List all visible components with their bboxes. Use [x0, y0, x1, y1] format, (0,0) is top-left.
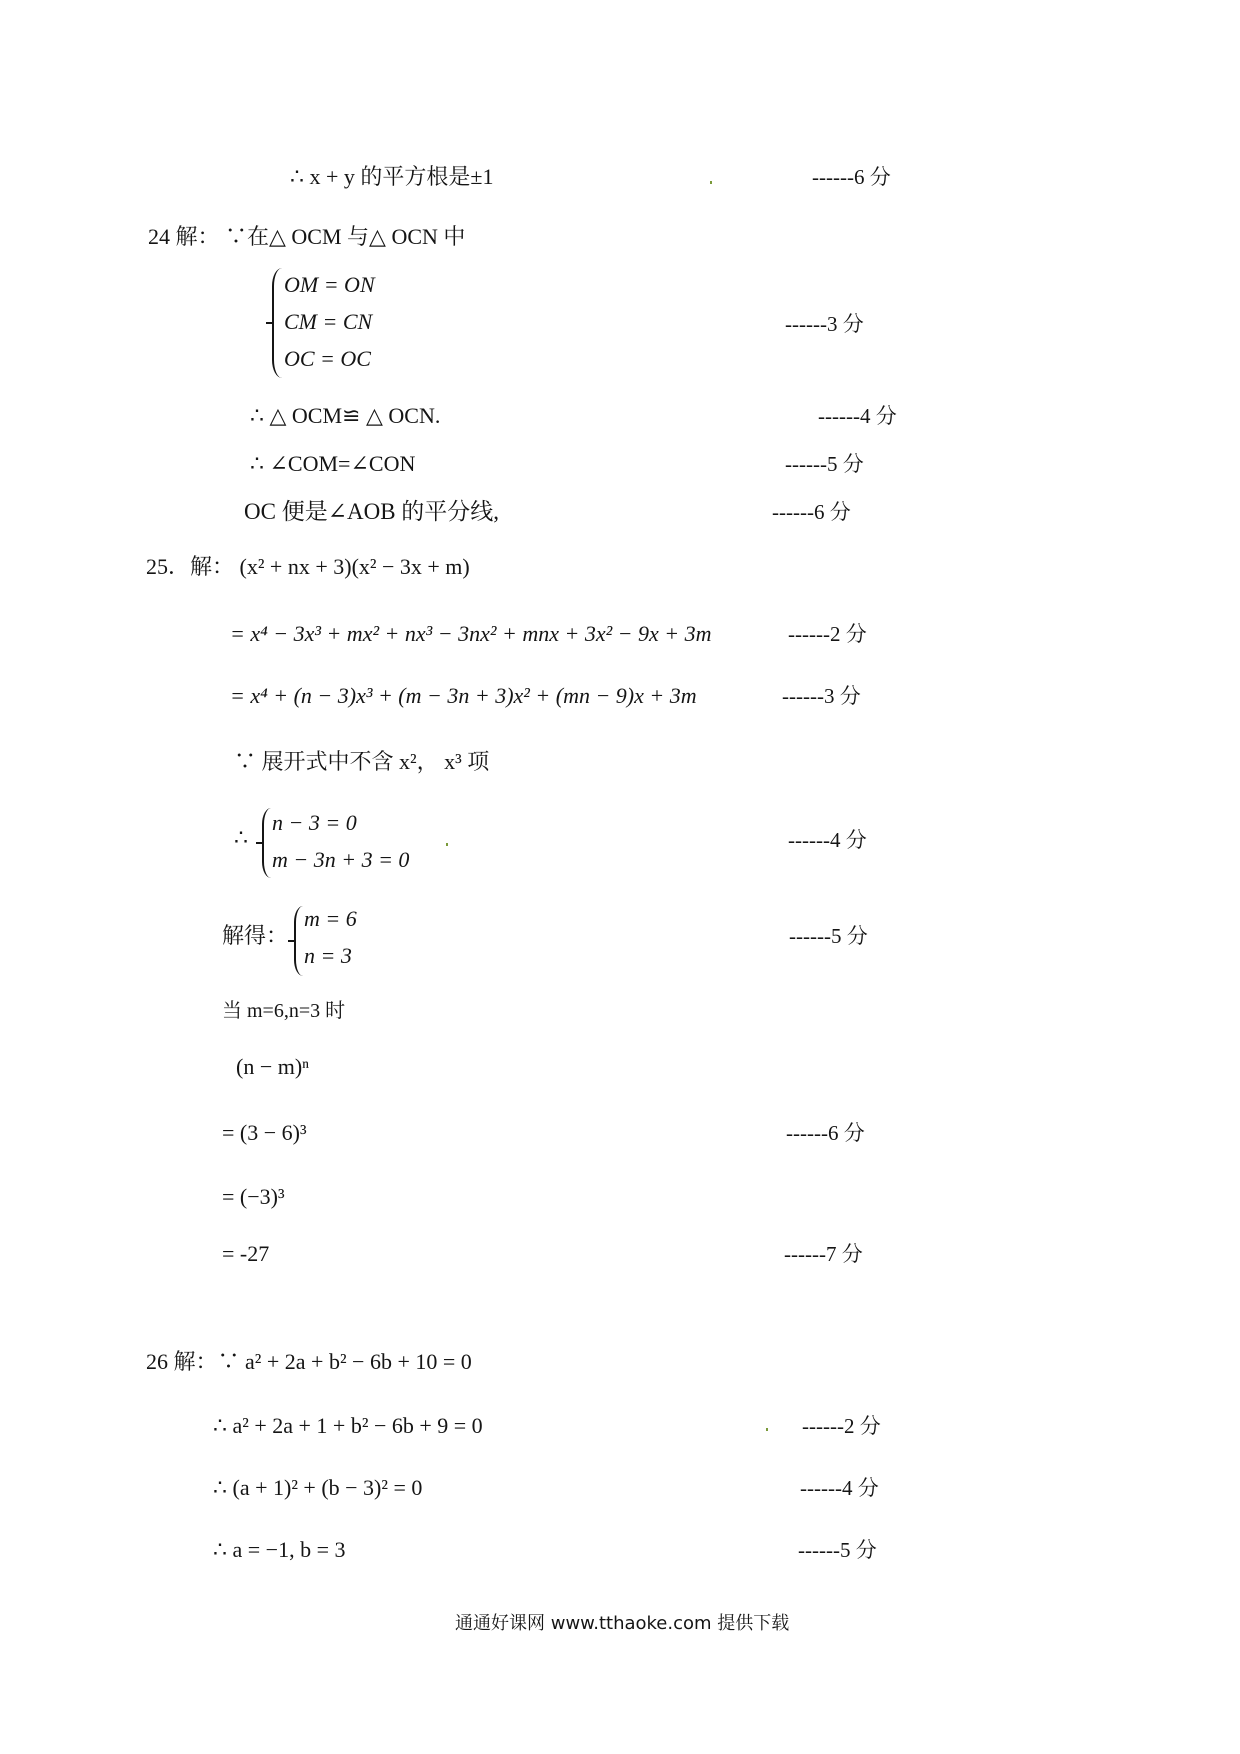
- q24-congruence: ∴ △ OCM≌ △ OCN.: [250, 403, 441, 428]
- score-marker: ------4 分: [818, 404, 897, 428]
- q25-solution: n = 3: [304, 943, 352, 968]
- brace-tip: [256, 842, 263, 844]
- q25-expansion-1: = x⁴ − 3x³ + mx² + nx³ − 3nx² + mnx + 3x² − 9x + 3m: [230, 621, 712, 646]
- score-marker: ------6 分: [786, 1121, 865, 1145]
- score-marker: ------5 分: [798, 1538, 877, 1562]
- score-marker: ------5 分: [785, 452, 864, 476]
- system-brace: [272, 268, 282, 378]
- conclusion-square-root: ∴ x + y 的平方根是±1: [290, 164, 494, 189]
- score-marker: ------4 分: [788, 828, 867, 852]
- score-marker: ------3 分: [785, 312, 864, 336]
- score-marker: ------4 分: [800, 1476, 879, 1500]
- q25-equation: n − 3 = 0: [272, 810, 357, 835]
- score-marker: ------2 分: [788, 622, 867, 646]
- system-brace: [262, 808, 271, 878]
- speck: [710, 181, 712, 184]
- score-marker: ------2 分: [802, 1414, 881, 1438]
- page-footer: 通通好课网 www.tthaoke.com 提供下载: [455, 1613, 790, 1634]
- q26-step: ∴ a² + 2a + 1 + b² − 6b + 9 = 0: [213, 1413, 483, 1438]
- q25-expansion-2: = x⁴ + (n − 3)x³ + (m − 3n + 3)x² + (mn − 9)x + 3m: [230, 683, 697, 708]
- q25-solve-label: 解得：: [222, 923, 289, 948]
- q25-expression: (n − m)ⁿ: [236, 1054, 310, 1079]
- speck: [766, 1428, 768, 1431]
- speck: [446, 843, 448, 846]
- q26-answer: ∴ a = −1, b = 3: [213, 1537, 346, 1562]
- q25-condition: ∵ 展开式中不含 x²， x³ 项: [234, 749, 490, 774]
- q26-heading: 26 解：∵ a² + 2a + b² − 6b + 10 = 0: [146, 1349, 472, 1374]
- q25-equation: m − 3n + 3 = 0: [272, 847, 410, 872]
- score-marker: ------7 分: [784, 1242, 863, 1266]
- q25-step: = (−3)³: [222, 1184, 285, 1209]
- score-marker: ------6 分: [812, 165, 891, 189]
- system-brace: [294, 906, 303, 976]
- brace-tip: [288, 940, 295, 942]
- q25-solution: m = 6: [304, 906, 357, 931]
- q24-angle-equal: ∴ ∠COM=∠CON: [250, 451, 416, 476]
- q24-heading: 24 解： ∵在△ OCM 与△ OCN 中: [148, 224, 466, 249]
- q25-result: = -27: [222, 1241, 270, 1266]
- q26-step: ∴ (a + 1)² + (b − 3)² = 0: [213, 1475, 423, 1500]
- q25-when: 当 m=6,n=3 时: [222, 1000, 346, 1022]
- brace-tip: [266, 322, 273, 324]
- q24-equation: OM = ON: [284, 272, 375, 297]
- q25-heading: 25．解： (x² + nx + 3)(x² − 3x + m): [146, 554, 470, 579]
- q24-bisector: OC 便是∠AOB 的平分线,: [244, 499, 500, 524]
- q25-step: = (3 − 6)³: [222, 1120, 307, 1145]
- score-marker: ------3 分: [782, 684, 861, 708]
- q24-equation: OC = OC: [284, 346, 371, 371]
- score-marker: ------6 分: [772, 500, 851, 524]
- q24-equation: CM = CN: [284, 309, 373, 334]
- score-marker: ------5 分: [789, 924, 868, 948]
- therefore-symbol: ∴: [234, 825, 248, 850]
